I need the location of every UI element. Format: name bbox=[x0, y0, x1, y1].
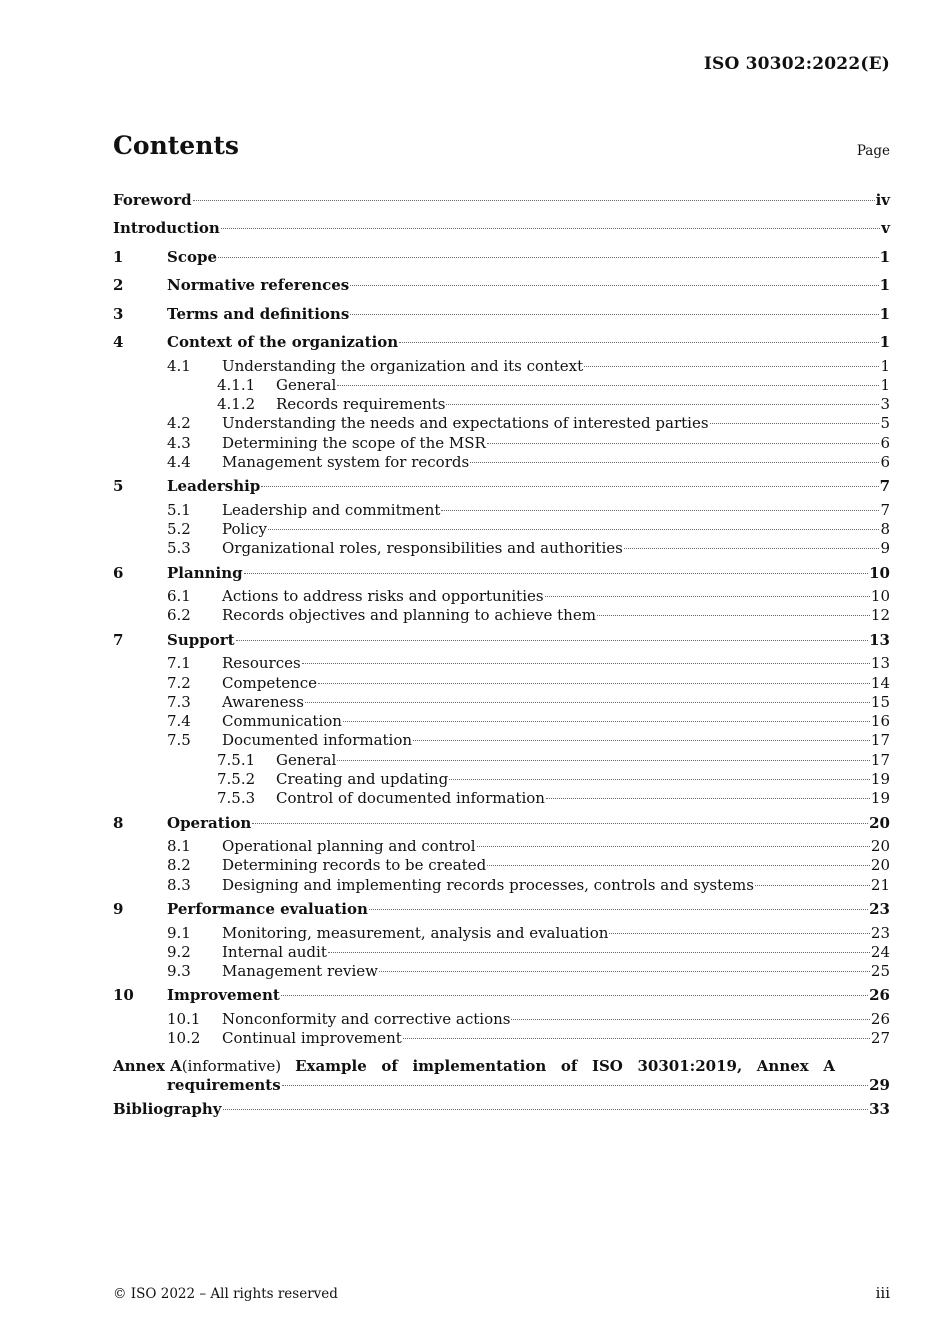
toc-entry-label: Leadership bbox=[167, 477, 261, 496]
dot-leader bbox=[302, 663, 870, 664]
annex-title-line2: requirements bbox=[167, 1075, 281, 1094]
toc-entry-number: 10.2 bbox=[167, 1029, 201, 1048]
dot-leader bbox=[597, 615, 870, 616]
annex-page: 29 bbox=[869, 1075, 890, 1094]
toc-entry-number: 9.2 bbox=[167, 942, 191, 961]
toc-entry-number: 9.1 bbox=[167, 923, 191, 942]
dot-leader bbox=[305, 702, 870, 703]
toc-entry-label: Actions to address risks and opportunities bbox=[222, 587, 544, 606]
toc-entry-label: Understanding the needs and expectations of interested parties bbox=[222, 414, 709, 433]
toc-entry[interactable] bbox=[113, 654, 890, 673]
dot-leader bbox=[446, 404, 879, 405]
toc-entry-label: Creating and updating bbox=[276, 770, 449, 789]
toc-entry-page: 27 bbox=[870, 1029, 890, 1048]
page-title: Contents bbox=[113, 131, 240, 160]
toc-entry-label: Operational planning and control bbox=[222, 837, 476, 856]
annex-title-word: of bbox=[560, 1056, 578, 1075]
toc-entry-page: 14 bbox=[870, 673, 890, 692]
toc-entry-label: Introduction bbox=[113, 219, 220, 237]
toc-entry[interactable] bbox=[113, 414, 890, 433]
toc-entry-page: 17 bbox=[870, 750, 890, 769]
table-of-contents bbox=[113, 186, 890, 1124]
toc-entry[interactable] bbox=[113, 789, 890, 808]
toc-entry-number: 7.2 bbox=[167, 673, 191, 692]
toc-entry-page: 7 bbox=[879, 477, 890, 496]
toc-entry[interactable] bbox=[113, 186, 890, 214]
toc-entry[interactable] bbox=[113, 395, 890, 414]
dot-leader bbox=[584, 366, 879, 367]
toc-entry-label: General bbox=[276, 750, 337, 769]
toc-entry-label: Control of documented information bbox=[276, 789, 545, 808]
toc-entry[interactable] bbox=[113, 856, 890, 875]
dot-leader bbox=[350, 314, 878, 315]
toc-entry-label: Leadership and commitment bbox=[222, 500, 441, 519]
toc-entry[interactable] bbox=[113, 453, 890, 472]
toc-entry-label: Scope bbox=[167, 247, 218, 266]
dot-leader bbox=[487, 865, 870, 866]
toc-entry-page: 13 bbox=[870, 654, 890, 673]
toc-entry-number: 5.2 bbox=[167, 520, 191, 539]
toc-entry-page: 7 bbox=[880, 500, 890, 519]
toc-entry[interactable] bbox=[113, 243, 890, 272]
toc-entry-page: 26 bbox=[870, 1009, 890, 1028]
toc-entry-label: Communication bbox=[222, 712, 342, 731]
toc-entry-page: 25 bbox=[870, 962, 890, 981]
toc-entry-number: 4.4 bbox=[167, 452, 191, 471]
toc-entry[interactable] bbox=[113, 751, 890, 770]
annex-title-word: of bbox=[381, 1056, 398, 1075]
annex-title-word: A bbox=[823, 1056, 835, 1075]
toc-entry[interactable] bbox=[113, 1029, 890, 1048]
toc-entry[interactable] bbox=[113, 328, 890, 357]
toc-entry-number: 7.3 bbox=[167, 692, 191, 711]
toc-entry-page: 12 bbox=[870, 606, 890, 625]
annex-prefix: Annex A bbox=[113, 1056, 182, 1075]
toc-entry-number: 5.1 bbox=[167, 500, 191, 519]
toc-entry-label: Competence bbox=[222, 673, 318, 692]
toc-entry[interactable] bbox=[113, 809, 890, 838]
toc-entry-page: 23 bbox=[869, 900, 890, 919]
toc-entry-label: Continual improvement bbox=[222, 1029, 402, 1048]
toc-entry-label: Policy bbox=[222, 520, 267, 539]
dot-leader bbox=[511, 1019, 869, 1020]
toc-entry[interactable] bbox=[113, 539, 890, 558]
toc-entry[interactable] bbox=[113, 712, 890, 731]
toc-entry-page: 20 bbox=[869, 813, 890, 832]
toc-entry-page: 3 bbox=[880, 395, 890, 414]
toc-entry-page: 1 bbox=[880, 375, 890, 394]
toc-entry-number: 7.5.2 bbox=[217, 770, 256, 789]
toc-entry-page: 6 bbox=[880, 433, 890, 452]
toc-entry-page: 15 bbox=[870, 692, 890, 711]
toc-entry[interactable] bbox=[113, 962, 890, 981]
toc-entry[interactable] bbox=[113, 837, 890, 856]
toc-entry-page: 1 bbox=[879, 333, 890, 351]
dot-leader bbox=[252, 823, 868, 824]
toc-entry-page: 10 bbox=[870, 587, 890, 606]
toc-entry-number: 10.1 bbox=[167, 1009, 201, 1028]
copyright-notice: © ISO 2022 – All rights reserved bbox=[113, 1286, 338, 1302]
toc-entry-page: 21 bbox=[870, 875, 890, 894]
toc-entry-number: 8 bbox=[113, 813, 124, 832]
toc-entry-label: Foreword bbox=[113, 191, 192, 209]
toc-entry-page: 6 bbox=[880, 452, 890, 471]
toc-entry-label: Designing and implementing records processes, controls and systems bbox=[222, 875, 754, 894]
toc-entry[interactable] bbox=[113, 693, 890, 712]
toc-entry-number: 3 bbox=[113, 304, 124, 323]
annex-title-word: ISO bbox=[591, 1056, 623, 1075]
dot-leader bbox=[193, 200, 875, 201]
toc-entry-label: Nonconformity and corrective actions bbox=[222, 1009, 511, 1028]
annex-informative: (informative) bbox=[181, 1056, 282, 1075]
toc-entry-number: 9 bbox=[113, 900, 124, 919]
toc-entry-page: 19 bbox=[870, 770, 890, 789]
annex-title-word: Annex bbox=[756, 1056, 809, 1075]
bibliography-label: Bibliography bbox=[113, 1100, 222, 1119]
dot-leader bbox=[221, 228, 880, 229]
toc-entry-number: 1 bbox=[113, 247, 124, 266]
dot-leader bbox=[343, 721, 870, 722]
toc-entry-number: 7.1 bbox=[167, 654, 191, 673]
toc-entry-page: 23 bbox=[870, 923, 890, 942]
toc-entry[interactable] bbox=[113, 214, 890, 243]
toc-entry-page: 5 bbox=[880, 414, 890, 433]
page-number: iii bbox=[875, 1284, 890, 1302]
dot-leader bbox=[369, 909, 868, 910]
toc-entry-bibliography[interactable] bbox=[113, 1095, 890, 1124]
toc-entry[interactable] bbox=[113, 626, 890, 655]
dot-leader bbox=[624, 548, 880, 549]
toc-entry-number: 5.3 bbox=[167, 539, 191, 558]
annex-title-line1 bbox=[295, 1057, 835, 1076]
toc-entries bbox=[113, 186, 890, 1049]
toc-entry-label: Understanding the organization and its context bbox=[222, 356, 584, 375]
toc-entry-label: Management system for records bbox=[222, 452, 470, 471]
dot-leader bbox=[244, 573, 869, 574]
dot-leader bbox=[223, 1109, 869, 1110]
toc-entry-page: 20 bbox=[870, 837, 890, 856]
toc-entry-page: 8 bbox=[880, 520, 890, 539]
annex-title-word: Example bbox=[295, 1056, 367, 1075]
toc-entry[interactable] bbox=[113, 606, 890, 625]
dot-leader bbox=[609, 933, 869, 934]
toc-entry[interactable] bbox=[113, 520, 890, 539]
toc-entry-label: Documented information bbox=[222, 731, 413, 750]
toc-entry-number: 7 bbox=[113, 630, 124, 649]
toc-entry-label: Organizational roles, responsibilities and authorities bbox=[222, 539, 623, 558]
toc-entry-number: 4 bbox=[113, 333, 124, 351]
toc-entry-label: Records objectives and planning to achieve them bbox=[222, 606, 596, 625]
bibliography-page: 33 bbox=[869, 1100, 890, 1119]
toc-entry-page: 17 bbox=[870, 731, 890, 750]
toc-entry-label: Operation bbox=[167, 813, 252, 832]
toc-entry-number: 9.3 bbox=[167, 962, 191, 981]
toc-entry-number: 10 bbox=[113, 986, 134, 1005]
dot-leader bbox=[281, 995, 868, 996]
toc-entry-label: Performance evaluation bbox=[167, 900, 368, 919]
dot-leader bbox=[470, 462, 879, 463]
toc-entry-page: 16 bbox=[870, 712, 890, 731]
dot-leader bbox=[449, 779, 870, 780]
dot-leader bbox=[399, 342, 878, 343]
toc-entry[interactable] bbox=[113, 300, 890, 329]
toc-entry[interactable] bbox=[113, 674, 890, 693]
toc-entry-number: 6 bbox=[113, 563, 124, 582]
toc-entry-label: Determining records to be created bbox=[222, 856, 487, 875]
toc-entry-label: Improvement bbox=[167, 986, 280, 1005]
toc-entry-page: 9 bbox=[880, 539, 890, 558]
toc-entry-number: 2 bbox=[113, 276, 124, 294]
toc-entry-page: 1 bbox=[880, 356, 890, 375]
toc-entry-number: 5 bbox=[113, 477, 124, 496]
page-column-label: Page bbox=[856, 143, 890, 159]
dot-leader bbox=[268, 529, 879, 530]
toc-entry-page: iv bbox=[875, 191, 890, 209]
toc-entry-annex-a[interactable] bbox=[113, 1057, 890, 1096]
toc-entry[interactable] bbox=[113, 895, 890, 924]
toc-entry[interactable] bbox=[113, 434, 890, 453]
toc-entry[interactable] bbox=[113, 1010, 890, 1029]
toc-entry-page: 10 bbox=[869, 563, 890, 582]
toc-entry-number: 6.1 bbox=[167, 587, 191, 606]
toc-entry-number: 7.5 bbox=[167, 731, 191, 750]
toc-entry[interactable] bbox=[113, 770, 890, 789]
document-id: ISO 30302:2022(E) bbox=[703, 54, 890, 74]
toc-entry-page: 13 bbox=[869, 630, 890, 649]
dot-leader bbox=[413, 740, 870, 741]
toc-entry[interactable] bbox=[113, 357, 890, 376]
toc-entry-label: Internal audit bbox=[222, 942, 327, 961]
annex-title-word: implementation bbox=[412, 1056, 547, 1075]
toc-entry-page: 20 bbox=[870, 856, 890, 875]
toc-entry-page: 24 bbox=[870, 942, 890, 961]
dot-leader bbox=[337, 760, 870, 761]
dot-leader bbox=[441, 510, 879, 511]
toc-entry[interactable] bbox=[113, 472, 890, 501]
toc-entry-number: 8.1 bbox=[167, 837, 191, 856]
dot-leader bbox=[755, 885, 870, 886]
toc-entry-label: Monitoring, measurement, analysis and evaluation bbox=[222, 923, 609, 942]
dot-leader bbox=[337, 385, 879, 386]
toc-entry-number: 4.3 bbox=[167, 433, 191, 452]
toc-entry-number: 4.1.1 bbox=[217, 375, 256, 394]
toc-entry-number: 4.2 bbox=[167, 414, 191, 433]
toc-entry-number: 4.1 bbox=[167, 356, 191, 375]
dot-leader bbox=[710, 423, 880, 424]
toc-entry-number: 4.1.2 bbox=[217, 395, 256, 414]
dot-leader bbox=[545, 596, 870, 597]
toc-entry[interactable] bbox=[113, 271, 890, 300]
toc-entry-label: Support bbox=[167, 630, 235, 649]
toc-entry-label: Management review bbox=[222, 962, 378, 981]
dot-leader bbox=[350, 285, 878, 286]
toc-entry-label: Determining the scope of the MSR bbox=[222, 433, 486, 452]
toc-entry-label: Resources bbox=[222, 654, 301, 673]
toc-entry[interactable] bbox=[113, 876, 890, 895]
dot-leader bbox=[218, 257, 879, 258]
toc-entry-label: Planning bbox=[167, 563, 243, 582]
annex-title-word: 30301:2019, bbox=[637, 1056, 743, 1075]
toc-entry[interactable] bbox=[113, 981, 890, 1010]
dot-leader bbox=[282, 1085, 868, 1086]
toc-entry-number: 8.2 bbox=[167, 856, 191, 875]
toc-entry[interactable] bbox=[113, 501, 890, 520]
toc-entry[interactable] bbox=[113, 731, 890, 750]
dot-leader bbox=[403, 1038, 870, 1039]
toc-entry-label: Context of the organization bbox=[167, 333, 399, 351]
toc-entry-label: Normative references bbox=[167, 276, 350, 294]
dot-leader bbox=[487, 443, 880, 444]
toc-entry-number: 6.2 bbox=[167, 606, 191, 625]
dot-leader bbox=[477, 846, 870, 847]
toc-entry-label: Records requirements bbox=[276, 395, 446, 414]
toc-entry-number: 7.5.1 bbox=[217, 750, 256, 769]
toc-entry-page: 26 bbox=[869, 986, 890, 1005]
dot-leader bbox=[546, 798, 870, 799]
dot-leader bbox=[379, 971, 870, 972]
toc-entry-page: 1 bbox=[879, 247, 890, 266]
toc-entry-page: v bbox=[881, 219, 890, 237]
toc-entry-page: 1 bbox=[879, 304, 890, 323]
toc-entry-label: Terms and definitions bbox=[167, 304, 350, 323]
toc-entry[interactable] bbox=[113, 924, 890, 943]
toc-entry[interactable] bbox=[113, 587, 890, 606]
toc-entry[interactable] bbox=[113, 559, 890, 588]
toc-entry[interactable] bbox=[113, 943, 890, 962]
dot-leader bbox=[328, 952, 870, 953]
toc-entry-label: General bbox=[276, 375, 337, 394]
toc-entry-page: 1 bbox=[879, 276, 890, 294]
toc-entry-number: 7.5.3 bbox=[217, 789, 256, 808]
dot-leader bbox=[236, 640, 869, 641]
toc-entry-number: 8.3 bbox=[167, 875, 191, 894]
toc-entry-page: 19 bbox=[870, 789, 890, 808]
dot-leader bbox=[261, 486, 878, 487]
toc-entry[interactable] bbox=[113, 376, 890, 395]
toc-entry-label: Awareness bbox=[222, 692, 304, 711]
dot-leader bbox=[318, 683, 870, 684]
toc-entry-number: 7.4 bbox=[167, 712, 191, 731]
